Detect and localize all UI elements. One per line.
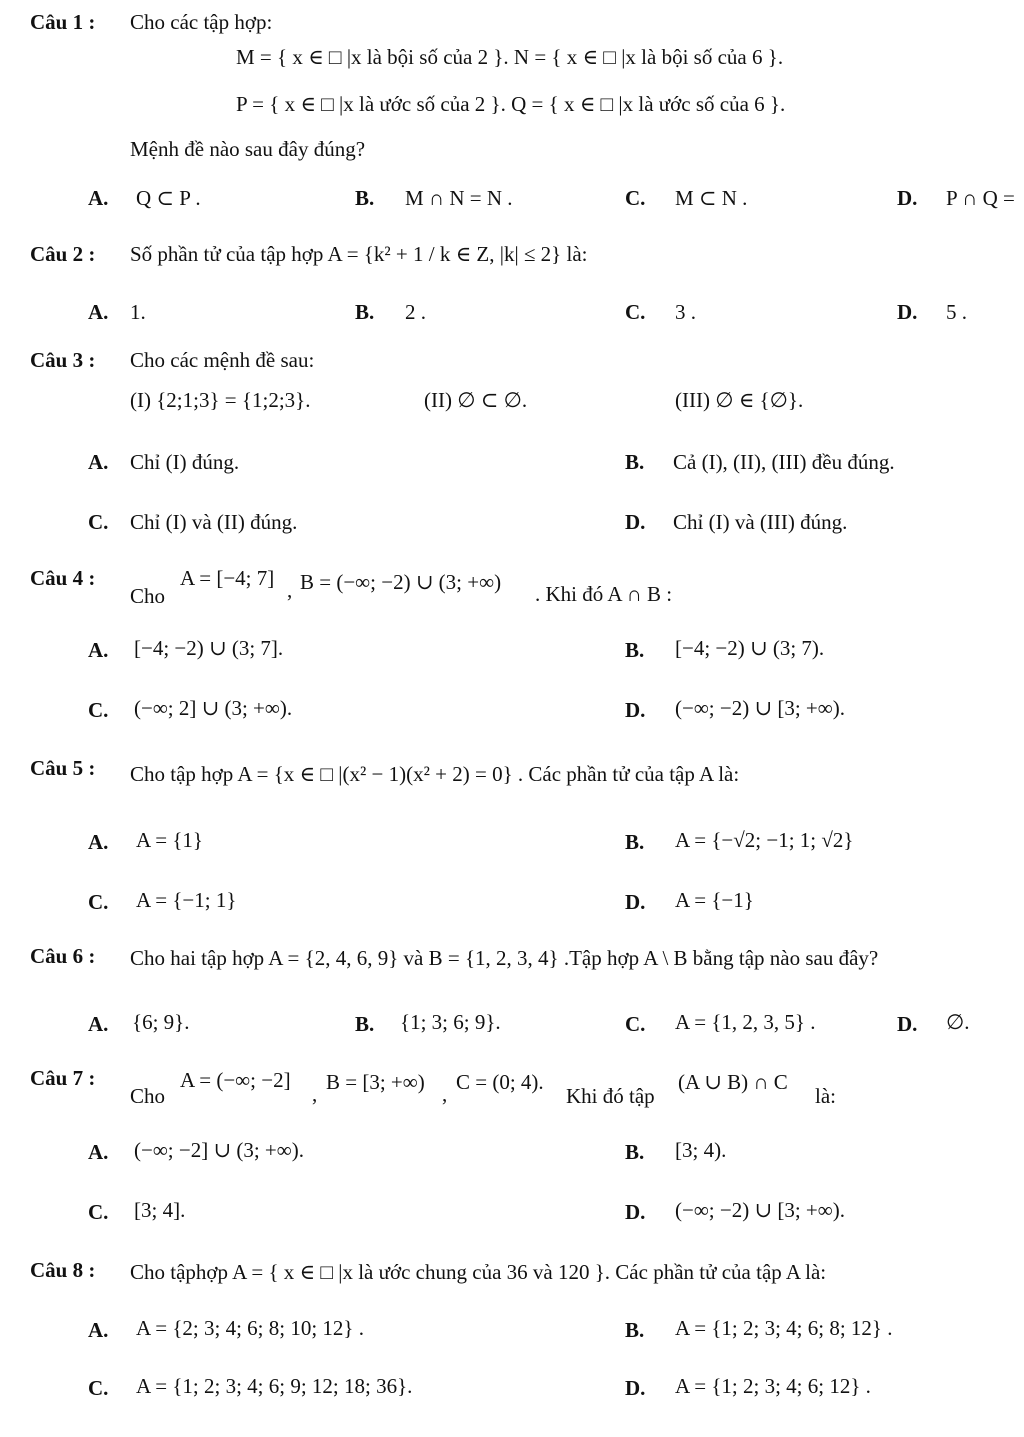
question-4-option-b-text[interactable]: [−4; −2) ∪ (3; 7). xyxy=(675,636,825,660)
question-4-option-b-letter: B. xyxy=(625,638,645,662)
question-1-label: Câu 1 : xyxy=(30,10,96,34)
question-4-set-b: B = (−∞; −2) ∪ (3; +∞) xyxy=(300,570,502,594)
question-5-option-d-letter: D. xyxy=(625,890,646,914)
question-4-set-a: A = [−4; 7] xyxy=(180,566,275,590)
question-1-prompt: Mệnh đề nào sau đây đúng? xyxy=(130,137,366,161)
question-4-option-d-text[interactable]: (−∞; −2) ∪ [3; +∞). xyxy=(675,696,845,720)
question-4-comma: , xyxy=(287,578,293,602)
question-1-option-a-text[interactable]: Q ⊂ P . xyxy=(136,186,201,210)
question-3-statement-2: (II) ∅ ⊂ ∅. xyxy=(424,388,528,412)
question-8-intro: Cho tậphợp A = { x ∈ □ |x là ước chung của 36 và 120 }. Các phần tử của tập A là: xyxy=(130,1260,827,1284)
question-7-set-b: B = [3; +∞) xyxy=(326,1070,425,1094)
question-1-option-d-text[interactable]: P ∩ Q = xyxy=(946,186,1015,210)
question-1-option-a-letter: A. xyxy=(88,186,109,210)
question-5-option-c-text[interactable]: A = {−1; 1} xyxy=(136,888,237,912)
question-5-option-c-letter: C. xyxy=(88,890,109,914)
question-3-option-a-letter: A. xyxy=(88,450,109,474)
question-2-intro: Số phần tử của tập hợp A = {k² + 1 / k ∈ Z, |k| ≤ 2} là: xyxy=(130,242,588,266)
question-4-intro-tail: . Khi đó A ∩ B : xyxy=(535,582,673,606)
question-7-label: Câu 7 : xyxy=(30,1066,96,1090)
question-5-option-b-text[interactable]: A = {−√2; −1; 1; √2} xyxy=(675,828,854,852)
question-7-option-d-text[interactable]: (−∞; −2) ∪ [3; +∞). xyxy=(675,1198,845,1222)
question-4-label: Câu 4 : xyxy=(30,566,96,590)
question-7-option-d-letter: D. xyxy=(625,1200,646,1224)
question-8-option-d-letter: D. xyxy=(625,1376,646,1400)
question-3-label: Câu 3 : xyxy=(30,348,96,372)
question-8-option-a-letter: A. xyxy=(88,1318,109,1342)
question-6-option-a-letter: A. xyxy=(88,1012,109,1036)
question-6-option-b-letter: B. xyxy=(355,1012,375,1036)
question-2-option-c-text[interactable]: 3 . xyxy=(675,300,696,324)
question-6-option-b-text[interactable]: {1; 3; 6; 9}. xyxy=(400,1010,501,1034)
question-7-intro-tail: là: xyxy=(815,1084,836,1108)
question-1-option-b-letter: B. xyxy=(355,186,375,210)
question-2-option-b-letter: B. xyxy=(355,300,375,324)
question-3-option-c-text[interactable]: Chỉ (I) và (II) đúng. xyxy=(130,510,298,534)
question-2-option-a-text[interactable]: 1. xyxy=(130,300,146,324)
question-7-set-a: A = (−∞; −2] xyxy=(180,1068,291,1092)
question-3-option-b-letter: B. xyxy=(625,450,645,474)
question-5-option-b-letter: B. xyxy=(625,830,645,854)
question-3-intro: Cho các mệnh đề sau: xyxy=(130,348,315,372)
question-2-option-a-letter: A. xyxy=(88,300,109,324)
question-5-intro: Cho tập hợp A = {x ∈ □ |(x² − 1)(x² + 2) = 0} . Các phần tử của tập A là: xyxy=(130,762,740,786)
question-7-option-b-text[interactable]: [3; 4). xyxy=(675,1138,727,1162)
question-4-intro-cho: Cho xyxy=(130,584,166,608)
question-3-statement-3: (III) ∅ ∈ {∅}. xyxy=(675,388,804,412)
question-3-option-c-letter: C. xyxy=(88,510,109,534)
question-7-intro-khi-do: Khi đó tập xyxy=(566,1084,655,1108)
question-7-comma-2: , xyxy=(442,1082,448,1106)
question-6-option-c-text[interactable]: A = {1, 2, 3, 5} . xyxy=(675,1010,816,1034)
question-8-option-c-letter: C. xyxy=(88,1376,109,1400)
question-6-option-d-text[interactable]: ∅. xyxy=(946,1010,970,1034)
question-7-set-c: C = (0; 4). xyxy=(456,1070,544,1094)
question-1-option-b-text[interactable]: M ∩ N = N . xyxy=(405,186,513,210)
question-1-option-d-letter: D. xyxy=(897,186,918,210)
question-5-option-d-text[interactable]: A = {−1} xyxy=(675,888,754,912)
question-4-option-c-text[interactable]: (−∞; 2] ∪ (3; +∞). xyxy=(134,696,293,720)
question-7-option-b-letter: B. xyxy=(625,1140,645,1164)
question-4-option-a-letter: A. xyxy=(88,638,109,662)
question-3-statement-1: (I) {2;1;3} = {1;2;3}. xyxy=(130,388,311,412)
question-4-option-d-letter: D. xyxy=(625,698,646,722)
question-8-label: Câu 8 : xyxy=(30,1258,96,1282)
question-7-option-c-letter: C. xyxy=(88,1200,109,1224)
question-7-option-a-text[interactable]: (−∞; −2] ∪ (3; +∞). xyxy=(134,1138,304,1162)
question-1-option-c-letter: C. xyxy=(625,186,646,210)
question-8-option-b-letter: B. xyxy=(625,1318,645,1342)
question-8-option-d-text[interactable]: A = {1; 2; 3; 4; 6; 12} . xyxy=(675,1374,871,1398)
question-6-option-d-letter: D. xyxy=(897,1012,918,1036)
question-7-comma-1: , xyxy=(312,1082,318,1106)
question-8-option-c-text[interactable]: A = {1; 2; 3; 4; 6; 9; 12; 18; 36}. xyxy=(136,1374,413,1398)
question-7-option-a-letter: A. xyxy=(88,1140,109,1164)
question-2-option-b-text[interactable]: 2 . xyxy=(405,300,426,324)
question-2-label: Câu 2 : xyxy=(30,242,96,266)
question-1-option-c-text[interactable]: M ⊂ N . xyxy=(675,186,748,210)
question-8-option-b-text[interactable]: A = {1; 2; 3; 4; 6; 8; 12} . xyxy=(675,1316,893,1340)
question-2-option-d-letter: D. xyxy=(897,300,918,324)
question-3-option-b-text[interactable]: Cả (I), (II), (III) đều đúng. xyxy=(673,450,895,474)
question-6-option-c-letter: C. xyxy=(625,1012,646,1036)
question-6-intro: Cho hai tập hợp A = {2, 4, 6, 9} và B = {1, 2, 3, 4} .Tập hợp A \ B bằng tập nào sau đây? xyxy=(130,946,879,970)
question-5-option-a-letter: A. xyxy=(88,830,109,854)
question-8-option-a-text[interactable]: A = {2; 3; 4; 6; 8; 10; 12} . xyxy=(136,1316,365,1340)
question-3-option-d-text[interactable]: Chỉ (I) và (III) đúng. xyxy=(673,510,848,534)
question-7-expression: (A ∪ B) ∩ C xyxy=(678,1070,788,1094)
question-7-option-c-text[interactable]: [3; 4]. xyxy=(134,1198,186,1222)
question-2-option-c-letter: C. xyxy=(625,300,646,324)
question-4-option-a-text[interactable]: [−4; −2) ∪ (3; 7]. xyxy=(134,636,284,660)
question-5-option-a-text[interactable]: A = {1} xyxy=(136,828,204,852)
question-2-option-d-text[interactable]: 5 . xyxy=(946,300,967,324)
question-5-label: Câu 5 : xyxy=(30,756,96,780)
question-1-line-1: M = { x ∈ □ |x là bội số của 2 }. N = { x ∈ □ |x là bội số của 6 }. xyxy=(236,45,784,69)
question-1-intro: Cho các tập hợp: xyxy=(130,10,273,34)
question-4-option-c-letter: C. xyxy=(88,698,109,722)
question-6-option-a-text[interactable]: {6; 9}. xyxy=(132,1010,190,1034)
question-6-label: Câu 6 : xyxy=(30,944,96,968)
question-1-line-2: P = { x ∈ □ |x là ước số của 2 }. Q = { x ∈ □ |x là ước số của 6 }. xyxy=(236,92,786,116)
question-3-option-d-letter: D. xyxy=(625,510,646,534)
question-3-option-a-text[interactable]: Chỉ (I) đúng. xyxy=(130,450,240,474)
question-7-intro-cho: Cho xyxy=(130,1084,166,1108)
